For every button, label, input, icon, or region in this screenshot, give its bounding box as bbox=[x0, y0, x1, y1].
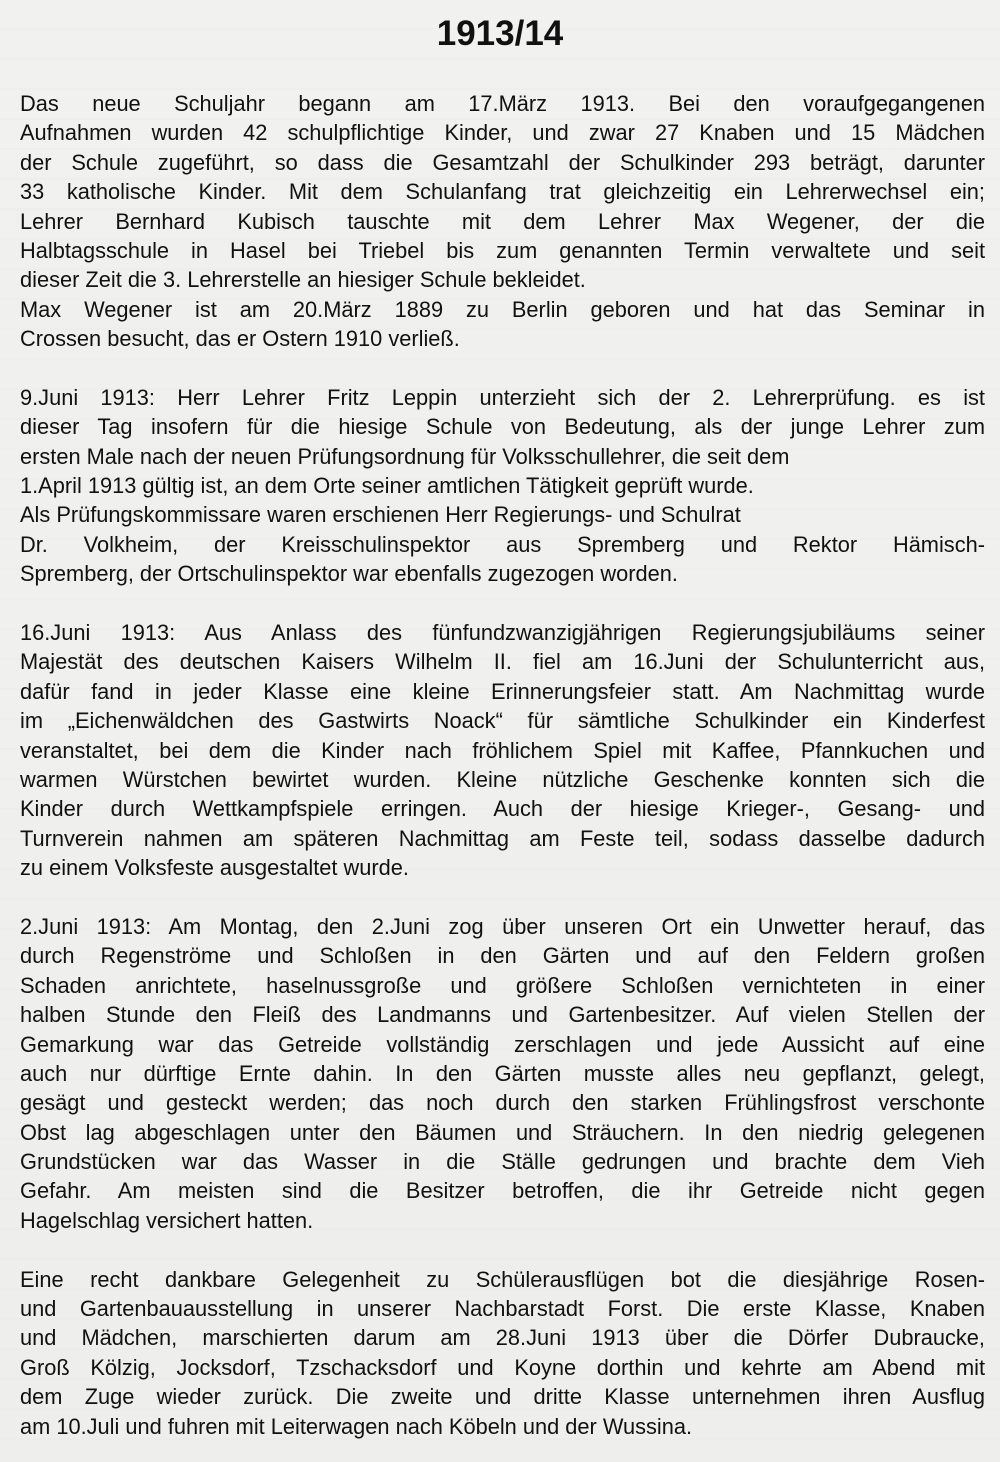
text-line: Halbtagsschule in Hasel bei Triebel bis zum genannten Termin verwaltete und seit bbox=[20, 237, 985, 263]
text-line: im „Eichenwäldchen des Gastwirts Noack“ für sämtliche Schulkinder ein Kinderfest bbox=[20, 708, 985, 734]
text-line: Crossen besucht, das er Ostern 1910 verließ. bbox=[20, 326, 460, 352]
text-line: veranstaltet, bei dem die Kinder nach fröhlichem Spiel mit Kaffee, Pfannkuchen und bbox=[20, 737, 985, 763]
paragraph-gap bbox=[20, 1235, 985, 1264]
text-line: auch nur dürftige Ernte dahin. In den Gärten musste alles neu gepflanzt, gelegt, bbox=[20, 1060, 985, 1086]
text-line: Gemarkung war das Getreide vollständig zerschlagen und jede Aussicht auf eine bbox=[20, 1031, 985, 1057]
text-line: Turnverein nahmen am späteren Nachmittag am Feste teil, sodass dasselbe dadurch bbox=[20, 825, 985, 851]
text-line: 2.Juni 1913: Am Montag, den 2.Juni zog über unseren Ort ein Unwetter herauf, das bbox=[20, 913, 985, 939]
paragraph-excursions bbox=[20, 1265, 985, 1441]
text-line: Gefahr. Am meisten sind die Besitzer betroffen, die ihr Getreide nicht gegen bbox=[20, 1178, 985, 1204]
paragraph-june-2 bbox=[20, 912, 985, 1235]
text-line: Als Prüfungskommissare waren erschienen Herr Regierungs- und Schulrat bbox=[20, 502, 741, 528]
text-line: Dr. Volkheim, der Kreisschulinspektor aus Spremberg und Rektor Hämisch- bbox=[20, 531, 985, 557]
text-line: dafür fand in jeder Klasse eine kleine Erinnerungsfeier statt. Am Nachmittag wurde bbox=[20, 678, 985, 704]
text-line: und Mädchen, marschierten darum am 28.Juni 1913 über die Dörfer Dubraucke, bbox=[20, 1325, 985, 1351]
paragraph-gap bbox=[20, 354, 985, 383]
text-line: am 10.Juli und fuhren mit Leiterwagen nach Köbeln und der Wussina. bbox=[20, 1413, 693, 1439]
text-line: zu einem Volksfeste ausgestaltet wurde. bbox=[20, 855, 409, 881]
text-line: 9.Juni 1913: Herr Lehrer Fritz Leppin unterzieht sich der 2. Lehrerprüfung. es ist bbox=[20, 384, 985, 410]
paragraph-school-year bbox=[20, 89, 985, 295]
text-line: Spremberg, der Ortschulinspektor war ebenfalls zugezogen worden. bbox=[20, 561, 678, 587]
text-line: halben Stunde den Fleiß des Landmanns und Gartenbesitzer. Auf vielen Stellen der bbox=[20, 1002, 985, 1028]
paragraph-june-16 bbox=[20, 618, 985, 883]
text-line: Majestät des deutschen Kaisers Wilhelm II. fiel am 16.Juni der Schulunterricht aus, bbox=[20, 649, 985, 675]
text-line: dieser Tag insofern für die hiesige Schule von Bedeutung, als der junge Lehrer zum bbox=[20, 414, 985, 440]
text-line: und Gartenbauausstellung in unserer Nachbarstadt Forst. Die erste Klasse, Knaben bbox=[20, 1296, 985, 1322]
text-line: warmen Würstchen bewirtet wurden. Kleine nützliche Geschenke konnten sich die bbox=[20, 766, 985, 792]
text-line: der Schule zugeführt, so dass die Gesamtzahl der Schulkinder 293 beträgt, darunter bbox=[20, 149, 985, 175]
paragraph-gap bbox=[20, 883, 985, 912]
text-line: Groß Kölzig, Jocksdorf, Tzschacksdorf und Koyne dorthin und kehrte am Abend mit bbox=[20, 1354, 985, 1380]
text-line: Lehrer Bernhard Kubisch tauschte mit dem Lehrer Max Wegener, der die bbox=[20, 208, 985, 234]
text-line: 1.April 1913 gültig ist, an dem Orte seiner amtlichen Tätigkeit geprüft wurde. bbox=[20, 473, 754, 499]
text-line: dieser Zeit die 3. Lehrerstelle an hiesiger Schule bekleidet. bbox=[20, 267, 586, 293]
text-line: dem Zuge wieder zurück. Die zweite und dritte Klasse unternehmen ihren Ausflug bbox=[20, 1384, 985, 1410]
text-line: ersten Male nach der neuen Prüfungsordnung für Volksschullehrer, die seit dem bbox=[20, 443, 790, 469]
text-line: Das neue Schuljahr begann am 17.März 1913. Bei den voraufgegangenen bbox=[20, 91, 985, 116]
paragraph-gap bbox=[20, 589, 985, 618]
text-line: Eine recht dankbare Gelegenheit zu Schülerausflügen bot die diesjährige Rosen- bbox=[20, 1266, 985, 1292]
text-line: Obst lag abgeschlagen unter den Bäumen und Sträuchern. In den niedrig gelegenen bbox=[20, 1119, 985, 1145]
paragraph-june-9 bbox=[20, 383, 985, 501]
page-title: 1913/14 bbox=[436, 14, 564, 53]
text-line: durch Regenströme und Schloßen in den Gärten und auf den Feldern großen bbox=[20, 943, 985, 969]
text-line: Grundstücken war das Wasser in die Ställe gedrungen und brachte dem Vieh bbox=[20, 1149, 985, 1175]
document-body bbox=[20, 89, 985, 1441]
text-line: Max Wegener ist am 20.März 1889 zu Berlin geboren und hat das Seminar in bbox=[20, 296, 985, 322]
text-line: Hagelschlag versichert hatten. bbox=[20, 1207, 314, 1233]
paragraph-max-wegener bbox=[20, 295, 985, 354]
paragraph-examiners bbox=[20, 500, 985, 588]
text-line: gesägt und gesteckt werden; das noch durch den starken Frühlingsfrost verschonte bbox=[20, 1090, 985, 1116]
text-line: Schaden anrichtete, haselnussgroße und größere Schloßen vernichteten in einer bbox=[20, 972, 985, 998]
text-line: 33 katholische Kinder. Mit dem Schulanfang trat gleichzeitig ein Lehrerwechsel ein; bbox=[20, 179, 985, 205]
text-line: Kinder durch Wettkampfspiele erringen. Auch der hiesige Krieger-, Gesang- und bbox=[20, 796, 985, 822]
text-line: Aufnahmen wurden 42 schulpflichtige Kinder, und zwar 27 Knaben und 15 Mädchen bbox=[20, 120, 985, 146]
text-line: 16.Juni 1913: Aus Anlass des fünfundzwanzigjährigen Regierungsjubiläums seiner bbox=[20, 620, 985, 646]
